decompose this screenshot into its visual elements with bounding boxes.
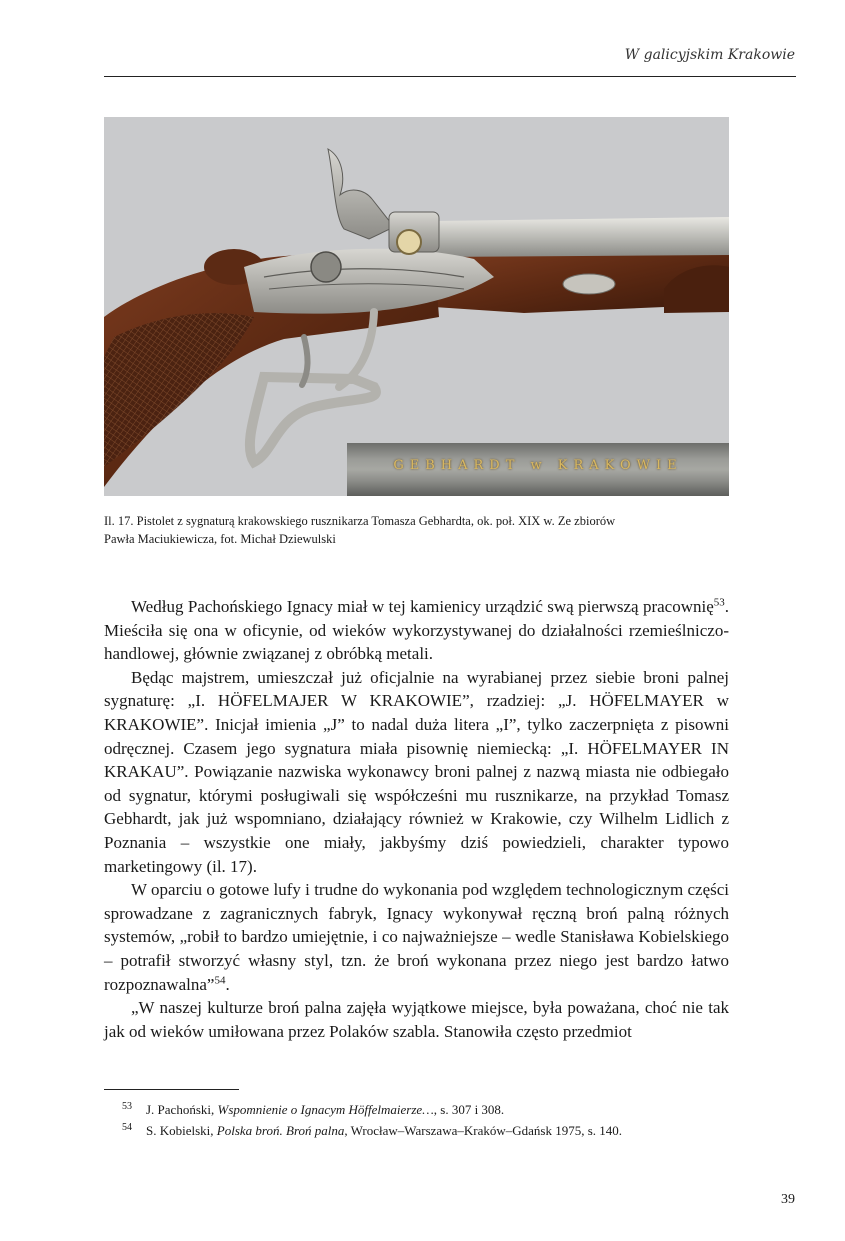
paragraph-4: „W naszej kulturze broń palna zajęła wyjątkowe miejsce, była poważana, choć nie tak jak od wieków umiłowana przez Polaków szabla. Stanowiła często przedmiot	[104, 998, 729, 1041]
paragraph-1: Według Pachońskiego Ignacy miał w tej kamienicy urządzić swą pierwszą pracownię$^{53}$. Mieściła się ona w oficynie, od wieków wykorzystywanej do działalności rzemieślniczo-handlowej, głównie związanej z obróbką metali.	[104, 596, 729, 664]
header-rule	[104, 76, 796, 77]
body-text	[104, 595, 729, 1043]
page-number: 39	[781, 1192, 795, 1207]
footnote-title: Wspomnienie o Ignacym Höffelmaierze…	[217, 1102, 434, 1117]
footnote-53: 53 J. Pachoński, Wspomnienie o Ignacym Höffelmaierze…, s. 307 i 308.	[104, 1099, 794, 1120]
hammer	[328, 149, 394, 239]
engraving-signature: GEBHARDT w KRAKOWIE	[393, 458, 683, 473]
footnote-number: 54	[122, 1122, 132, 1133]
caption-line-1: Il. 17. Pistolet z sygnaturą krakowskiego rusznikarza Tomasza Gebhardta, ok. poł. XIX w. Ze zbiorów	[104, 514, 616, 528]
trigger	[302, 337, 308, 385]
footnotes	[104, 1099, 794, 1141]
figure-caption	[104, 512, 794, 548]
footnote-title: Polska broń. Broń palna	[216, 1123, 345, 1138]
footnote-54: 54 S. Kobielski, Polska broń. Broń palna, Wrocław–Warszawa–Kraków–Gdańsk 1975, s. 140.	[104, 1120, 794, 1141]
checkering	[104, 313, 254, 467]
paragraph-3: W oparciu o gotowe lufy i trudne do wykonania pod względem technologicznym części sprowadzane z zagranicznych fabryk, Ignacy wykonywał ręczną broń palną różnych systemów, „robił to bardzo umiejętnie, i co najważniejsze – wedle Stanisława Kobielskiego – potrafił stworzyć własny styl, tzn. że broń wykonana przez niego jest bardzo łatwo rozpoznawalna”$^{54}$.	[104, 880, 729, 994]
footnote-number: 53	[122, 1101, 132, 1112]
pistol-illustration	[104, 117, 729, 496]
figure-photo	[104, 117, 729, 496]
caption-line-2: Pawła Maciukiewicza, fot. Michał Dziewulski	[104, 532, 336, 546]
paragraph-2: Będąc majstrem, umieszczał już oficjalnie na wyrabianej przez siebie broni palnej sygnaturę: „I. HÖFELMAJER W KRAKOWIE”, rzadziej: „J. HÖFELMAYER w KRAKOWIE”. Inicjał imienia „J” to nadal duża litera „I”, tylko zaczerpnięta z pisowni odręcznej. Czasem jego sygnatura miała pisownię niemiecką: „I. HÖFELMAYER IN KRAKAU”. Powiązanie nazwiska wykonawcy broni palnej z nazwą miasta nie odbiegało od sygnatur, którymi posługiwali się współcześni mu rusznikarze, na przykład Tomasz Gebhardt, jak już wspomniano, działający również w Krakowie, czy Wilhelm Lidlich z Poznania – wszystkie one miały, jakbyśmy dziś powiedzieli, charakter typowo marketingowy (il. 17).	[104, 667, 729, 876]
footnote-ref-53[interactable]: 53	[713, 596, 725, 609]
engraving-inset	[347, 443, 729, 496]
footnote-rule	[104, 1089, 239, 1090]
running-header: W galicyjskim Krakowie	[624, 47, 795, 63]
footnote-ref-54[interactable]: 54	[214, 973, 226, 986]
